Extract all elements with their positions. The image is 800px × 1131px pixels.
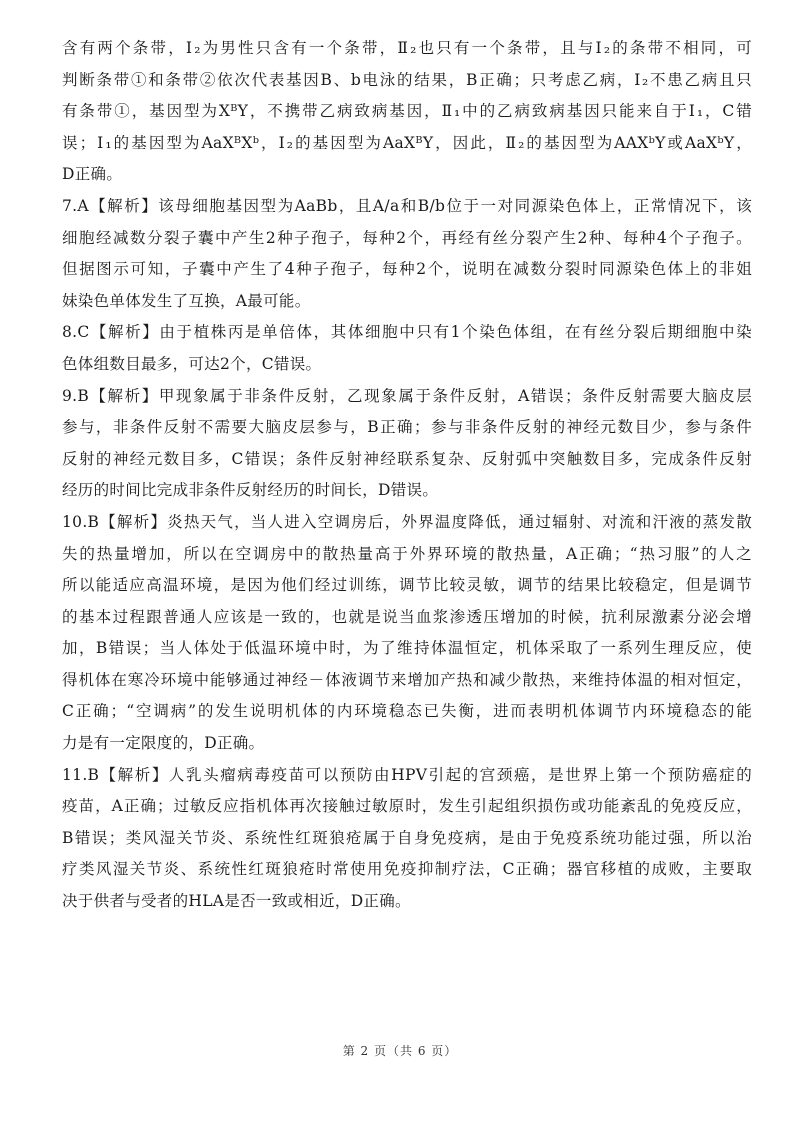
text-line: 11.B【解析】人乳头瘤病毒疫苗可以预防由HPV引起的宫颈癌，是世界上第一个预防癌症的 <box>62 765 752 784</box>
paragraph-continuation-q6 <box>62 33 752 191</box>
paragraph-q10-explanation <box>62 507 752 760</box>
paragraph-q9-explanation <box>62 381 752 507</box>
text-line: 的基本过程跟普通人应该是一致的，也就是说当血浆渗透压增加的时候，抗利尿激素分泌会增 <box>62 607 752 626</box>
text-line: C正确；“空调病”的发生说明机体的内环境稳态已失衡，进而表明机体调节内环境稳态的能 <box>62 702 752 721</box>
text-line: 7.A【解析】该母细胞基因型为AaBb，且A/a和B/b位于一对同源染色体上，正常情况下，该 <box>62 196 752 215</box>
text-line: 失的热量增加，所以在空调房中的散热量高于外界环境的散热量，A正确；“热习服”的人之 <box>62 544 752 563</box>
text-line: 参与，非条件反射不需要大脑皮层参与，B正确；参与非条件反射的神经元数目少，参与条件 <box>62 418 752 437</box>
text-line: 但据图示可知，子囊中产生了4种子孢子，每种2个，说明在减数分裂时同源染色体上的非姐 <box>62 260 752 279</box>
text-line: 有条带①，基因型为XᴮY，不携带乙病致病基因，Ⅱ₁中的乙病致病基因只能来自于Ⅰ₁，C错 <box>62 102 752 121</box>
text-line: 细胞经减数分裂子囊中产生2种子孢子，每种2个，再经有丝分裂产生2种、每种4个子孢子。 <box>62 228 752 247</box>
answer-content <box>62 33 752 918</box>
text-line: 误；Ⅰ₁的基因型为AaXᴮXᵇ，Ⅰ₂的基因型为AaXᴮY，因此，Ⅱ₂的基因型为AAXᵇY或AaXᵇY， <box>62 133 752 152</box>
text-line: 9.B【解析】甲现象属于非条件反射，乙现象属于条件反射，A错误；条件反射需要大脑皮层 <box>62 386 752 405</box>
text-line: 8.C【解析】由于植株丙是单倍体，其体细胞中只有1个染色体组，在有丝分裂后期细胞中染 <box>62 323 752 342</box>
text-line: D正确。 <box>62 165 123 184</box>
text-line: 色体组数目最多，可达2个，C错误。 <box>62 354 322 373</box>
text-line: 疫苗，A正确；过敏反应指机体再次接触过敏原时，发生引起组织损伤或功能紊乱的免疫反应， <box>62 797 752 816</box>
text-line: 力是有一定限度的，D正确。 <box>62 734 265 753</box>
text-line: 妹染色单体发生了互换，A最可能。 <box>62 291 311 310</box>
text-line: 经历的时间比完成非条件反射经历的时间长，D错误。 <box>62 481 439 500</box>
text-line: 判断条带①和条带②依次代表基因B、b电泳的结果，B正确；只考虑乙病，Ⅰ₂不患乙病且只 <box>62 70 752 89</box>
page-number-footer: 第 2 页（共 6 页） <box>342 1044 458 1058</box>
text-line: 所以能适应高温环境，是因为他们经过训练，调节比较灵敏，调节的结果比较稳定，但是调节 <box>62 576 752 595</box>
text-line: 得机体在寒冷环境中能够通过神经－体液调节来增加产热和减少散热，来维持体温的相对恒定， <box>62 670 752 689</box>
text-line: 含有两个条带，Ⅰ₂为男性只含有一个条带，Ⅱ₂也只有一个条带，且与Ⅰ₂的条带不相同，可 <box>62 39 752 57</box>
paragraph-q11-explanation <box>62 760 752 918</box>
paragraph-q7-explanation <box>62 191 752 317</box>
text-line: 疗类风湿关节炎、系统性红斑狼疮时常使用免疫抑制疗法，C正确；器官移植的成败，主要取 <box>62 860 752 879</box>
paragraph-q8-explanation <box>62 317 752 380</box>
text-line: B错误；类风湿关节炎、系统性红斑狼疮属于自身免疫病，是由于免疫系统功能过强，所以治 <box>62 828 752 847</box>
text-line: 10.B【解析】炎热天气，当人进入空调房后，外界温度降低，通过辐射、对流和汗液的蒸发散 <box>62 512 752 531</box>
text-line: 加，B错误；当人体处于低温环境中时，为了维持体温恒定，机体采取了一系列生理反应，使 <box>62 639 752 658</box>
text-line: 反射的神经元数目多，C错误；条件反射神经联系复杂、反射弧中突触数目多，完成条件反射 <box>62 449 752 468</box>
text-line: 决于供者与受者的HLA是否一致或相近，D正确。 <box>62 892 411 911</box>
